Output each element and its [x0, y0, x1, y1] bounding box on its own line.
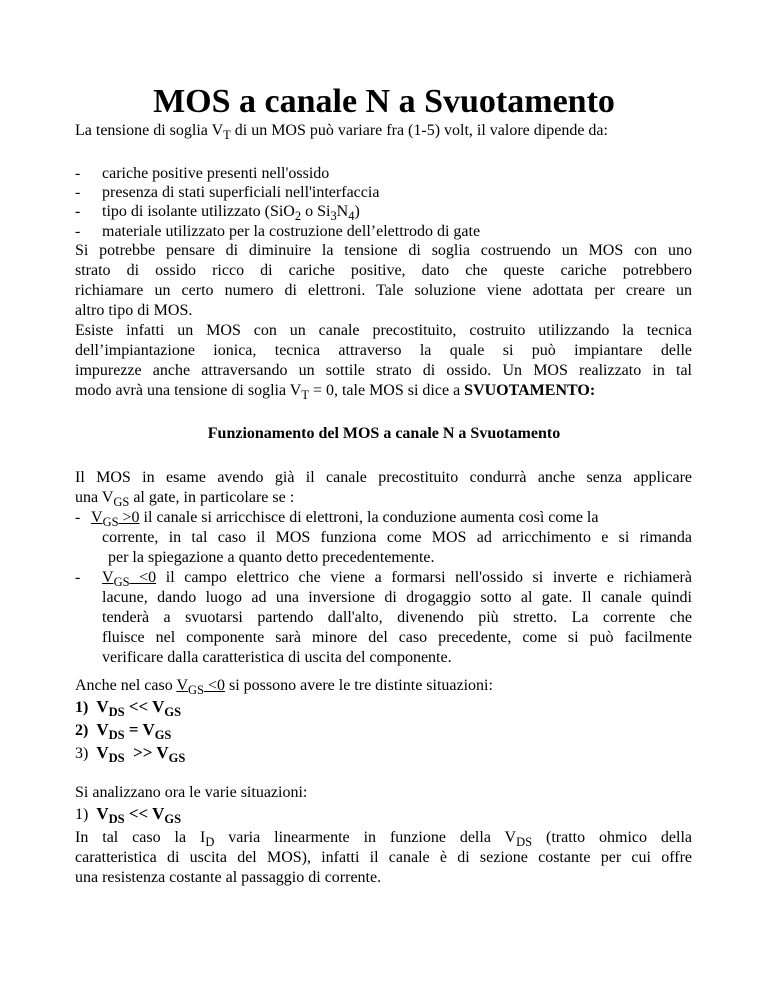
paragraph-line: Il MOS in esame avendo già il canale precostituito condurrà anche senza applicare — [75, 469, 692, 486]
case-dash: - — [75, 509, 81, 526]
paragraph-line: In tal caso la $I_D$ varia linearmente in funzione della $V_{DS}$ (tratto ohmico della — [75, 829, 693, 849]
paragraph-line: strato di ossido ricco di cariche positive, dato che queste cariche potrebbero — [75, 262, 692, 279]
factor-text: presenza di stati superficiali nell'interfaccia — [102, 184, 380, 201]
paragraph-line: una resistenza costante al passaggio di corrente. — [75, 869, 382, 886]
paragraph-line: richiamare un certo numero di elettroni. Tale soluzione viene adottata per creare un — [75, 282, 692, 299]
factor-item: - — [75, 223, 81, 240]
paragraph-line: lacune, dando luogo ad una inversione di drogaggio sotto al gate. Il canale quindi — [102, 589, 692, 606]
situation-item: 2) $V_{DS} = V_{GS}$ — [75, 720, 172, 742]
paragraph-line: modo avrà una tensione di soglia $V_T = 0$, tale MOS si dice a SVUOTAMENTO: — [75, 382, 596, 402]
situation-item: 1) $V_{DS} << V_{GS}$ — [75, 697, 182, 719]
factor-text: materiale utilizzato per la costruzione dell’elettrodo di gate — [102, 223, 481, 240]
case-text: $V_{GS} >0$ il canale si arricchisce di elettroni, la conduzione aumenta così come la — [91, 509, 599, 529]
factor-item: - — [75, 203, 81, 220]
paragraph-line: fluisce nel componente sarà minore del caso precedente, come si può facilmente — [102, 629, 692, 646]
emphasis-term: SVUOTAMENTO: — [464, 382, 596, 399]
paragraph-line: Esiste infatti un MOS con un canale precostituito, costruito utilizzando la tecnica — [75, 322, 692, 339]
analysis-first-item: 1) $V_{DS} << V_{GS}$ — [75, 804, 182, 826]
factor-item: - — [75, 165, 81, 182]
case-dash: - — [75, 569, 81, 586]
paragraph-line: altro tipo di MOS. — [75, 302, 193, 319]
paragraph-line: verificare dalla caratteristica di uscita del componente. — [102, 649, 452, 666]
factor-text: tipo di isolante utilizzato (SiO$_2$ o $Si_3N_4$) — [102, 203, 360, 223]
situation-item: 3) $V_{DS} >> V_{GS}$ — [75, 743, 186, 765]
paragraph-line: per la spiegazione a quanto detto precedentemente. — [108, 549, 435, 566]
paragraph-line: dell’impiantazione ionica, tecnica attraverso la quale si può impiantare delle — [75, 342, 692, 359]
factor-text: cariche positive presenti nell'ossido — [102, 165, 330, 182]
condition: $V_{GS} <0$ — [102, 569, 157, 589]
condition: $V_{GS} >0$ — [91, 509, 140, 529]
paragraph-line: corrente, in tal caso il MOS funziona come MOS ad arricchimento e si rimanda — [102, 529, 692, 546]
paragraph-line: una $V_{GS}$ al gate, in particolare se : — [75, 489, 295, 509]
factor-item: - — [75, 184, 81, 201]
paragraph-line: tenderà a svuotarsi partendo dall'alto, divenendo più stretto. La corrente che — [102, 609, 692, 626]
analysis-intro: Si analizzano ora le varie situazioni: — [75, 784, 308, 801]
intro-line: La tensione di soglia $V_T$ di un MOS può variare fra (1-5) volt, il valore dipende da: — [75, 122, 608, 142]
condition: $V_{GS} <0$ — [176, 677, 225, 697]
paragraph-line: impurezze anche attraversando un sottile strato di ossido. Un MOS realizzato in tal — [75, 362, 692, 379]
case-text: $V_{GS} <0$ il campo elettrico che viene a formarsi nell'ossido si inverte e richiamerà — [102, 569, 692, 589]
paragraph-line: Si potrebbe pensare di diminuire la tensione di soglia costruendo un MOS con uno — [75, 242, 692, 259]
page-title: MOS a canale N a Svuotamento — [153, 83, 615, 120]
paragraph-line: caratteristica di uscita del MOS), infatti il canale è di sezione costante per cui offre — [75, 849, 692, 866]
paragraph-4: Anche nel caso $V_{GS} <0$ si possono avere le tre distinte situazioni: — [75, 677, 493, 697]
section-heading: Funzionamento del MOS a canale N a Svuotamento — [207, 425, 561, 442]
